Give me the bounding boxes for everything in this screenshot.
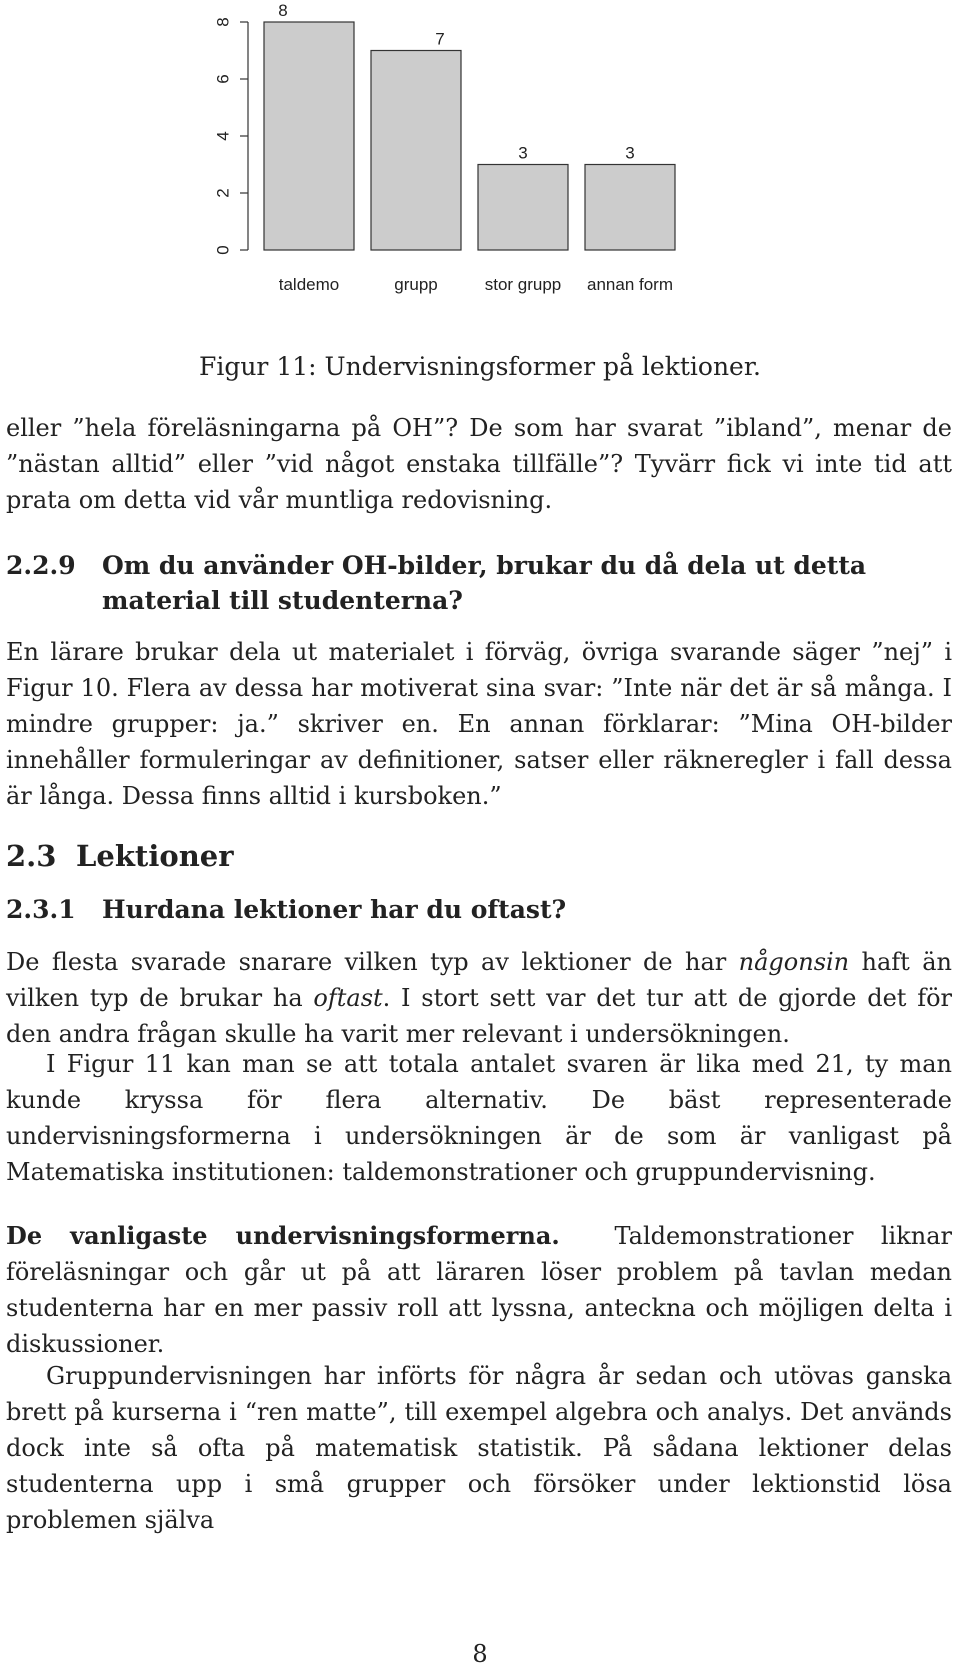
bars xyxy=(264,1,675,250)
section-2-3 xyxy=(6,838,234,874)
bar-annan-form xyxy=(585,165,675,251)
paragraph-lesson-types xyxy=(6,944,952,1052)
figure-caption: Figur 11: Undervisningsformer på lektioner. xyxy=(198,352,761,381)
text-run: . I stort sett var det tur att de gjorde det för den andra frågan skulle ha varit mer relevant i undersökningen. xyxy=(6,984,952,1048)
subsection-2-2-9 xyxy=(6,548,952,615)
section-title: Hurdana lektioner har du oftast? xyxy=(102,895,567,924)
paragraph-group-teaching: Gruppundervisningen har införts för några år sedan och utövas ganska brett på kurserna i “ren matte”, till exempel algebra och analys. Det används dock inte så ofta på matematisk statistik. På sådana lektioner delas studenterna upp i små grupper och försöker under lektionstid lösa problemen själva xyxy=(6,1362,952,1534)
y-tick-label: 8 xyxy=(213,17,233,27)
section-title: Lektioner xyxy=(76,839,234,873)
page-number: 8 xyxy=(472,1640,488,1668)
bar-grupp xyxy=(371,51,461,251)
text-run: Taldemonstrationer liknar föreläsningar och går ut på att läraren löser problem på tavlan medan studenterna har en mer passiv roll att lyssna, anteckna och möjligen delta i diskussioner. xyxy=(6,1222,952,1358)
paragraph-figure-11: I Figur 11 kan man se att totala antalet svaren är lika med 21, ty man kunde kryssa för flera alternativ. De bäst representerade undervisningsformerna i undersökningen är de som är vanligast på Matematiska institutionen: taldemonstrationer och gruppundervisning. xyxy=(6,1050,952,1186)
x-tick-label: stor grupp xyxy=(484,275,562,294)
emphasis-text: någonsin xyxy=(738,948,850,976)
data-label: 8 xyxy=(278,1,288,20)
y-tick-label: 2 xyxy=(213,188,233,198)
data-label: 3 xyxy=(518,143,528,163)
paragraph-oh-handout: En lärare brukar dela ut materialet i förväg, övriga svarande säger ”nej” i Figur 10. Flera av dessa har motiverat sina svar: ”Inte när det är så många. I mindre grupper: ja.” skriver en. En annan förklarar: ”Mina OH-bilder innehåller formuleringar av definitioner, satser eller räkneregler i fall dessa är långa. Dessa finns alltid i kursboken.” xyxy=(6,638,952,810)
y-tick-label: 0 xyxy=(213,245,233,255)
section-number: 2.3.1 xyxy=(6,895,76,924)
bar-stor-grupp xyxy=(478,165,568,251)
bar-chart xyxy=(0,0,960,330)
y-tick-label: 4 xyxy=(213,131,233,141)
data-label: 3 xyxy=(625,143,635,163)
data-label: 7 xyxy=(435,29,445,49)
text-run: haft än vilken typ de brukar ha xyxy=(6,948,952,1012)
paragraph-common-forms xyxy=(6,1218,952,1362)
x-tick-label: annan form xyxy=(587,275,673,294)
y-ticks xyxy=(213,17,248,254)
paragraph-intro: eller ”hela föreläsningarna på OH”? De som har svarat ”ibland”, menar de ”nästan alltid” eller ”vid något enstaka tillfälle”? Tyvärr fick vi inte tid att prata om detta vid vår muntliga redovisning. xyxy=(6,414,952,514)
section-title: Om du använder OH-bilder, brukar du då dela ut detta material till studenterna? xyxy=(102,551,867,615)
section-number: 2.3 xyxy=(6,839,57,873)
bar-taldemo xyxy=(264,22,354,250)
x-tick-label: taldemo xyxy=(278,275,340,294)
x-tick-label: grupp xyxy=(394,275,438,294)
section-number: 2.2.9 xyxy=(6,551,76,580)
run-in-heading: De vanligaste undervisningsformerna. xyxy=(6,1221,560,1250)
subsection-2-3-1 xyxy=(6,892,566,927)
emphasis-text: oftast xyxy=(313,984,383,1012)
y-tick-label: 6 xyxy=(213,74,233,84)
x-tick-labels xyxy=(279,275,673,294)
text-run: De flesta svarade snarare vilken typ av lektioner de har xyxy=(6,948,739,976)
